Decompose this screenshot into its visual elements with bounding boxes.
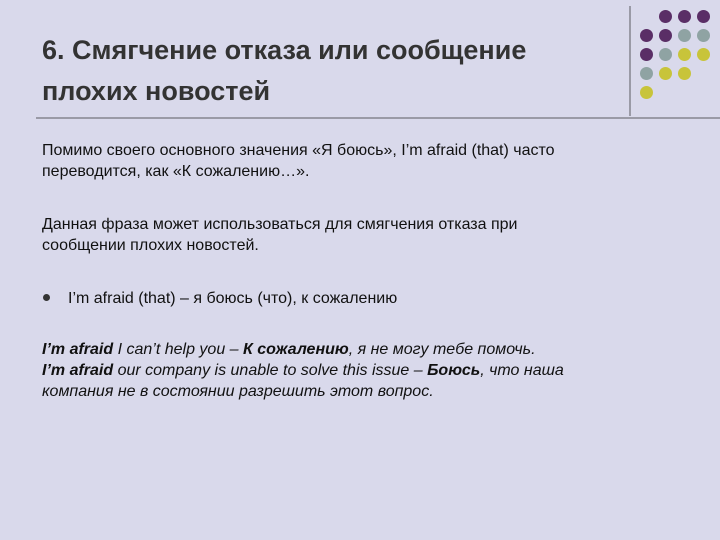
title-line-2: плохих новостей [42, 76, 271, 106]
example-line-1 [42, 339, 564, 360]
dot-grid-decoration [640, 10, 716, 106]
example-line-3 [42, 381, 564, 402]
example-emphasis: К сожалению [243, 341, 349, 358]
decorative-dot [640, 48, 653, 61]
decorative-dot [640, 86, 653, 99]
paragraph-2-line-1: Данная фраза может использоваться для смягчения отказа при [42, 216, 518, 233]
paragraph-1-line-1: Помимо своего основного значения «Я боюсь», I’m afraid (that) часто [42, 142, 555, 159]
decorative-dot [659, 67, 672, 80]
decorative-dot [678, 67, 691, 80]
example-line-2 [42, 360, 564, 381]
decorative-dot [659, 48, 672, 61]
decorative-dot [697, 29, 710, 42]
decorative-dot [697, 10, 710, 23]
slide-title [42, 30, 622, 112]
vertical-divider [629, 6, 631, 116]
example-text: , я не могу тебе помочь. [348, 341, 536, 358]
decorative-dot [697, 48, 710, 61]
paragraph-1-line-2: переводится, как «К сожалению…». [42, 163, 310, 180]
decorative-dot [640, 67, 653, 80]
decorative-dot [659, 10, 672, 23]
bullet-text: I’m afraid (that) – я боюсь (что), к сожалению [68, 290, 398, 307]
decorative-dot [678, 29, 691, 42]
example-emphasis: Боюсь [427, 362, 481, 379]
decorative-dot [678, 48, 691, 61]
example-text: компания не в состоянии разрешить этот вопрос. [42, 383, 434, 400]
examples-block [42, 339, 564, 402]
decorative-dot [678, 10, 691, 23]
bullet-dot-icon [43, 294, 50, 301]
paragraph-2 [42, 214, 517, 256]
decorative-dot [640, 29, 653, 42]
title-line-1: 6. Смягчение отказа или сообщение [42, 35, 527, 65]
horizontal-divider [36, 117, 720, 119]
example-emphasis: I’m afraid [42, 362, 114, 379]
example-text: our company is unable to solve this issue – [113, 362, 428, 379]
example-text: I can’t help you – [113, 341, 243, 358]
paragraph-2-line-2: сообщении плохих новостей. [42, 237, 259, 254]
paragraph-1 [42, 140, 555, 182]
example-emphasis: I’m afraid [42, 341, 114, 358]
example-text: , что наша [480, 362, 564, 379]
decorative-dot [659, 29, 672, 42]
